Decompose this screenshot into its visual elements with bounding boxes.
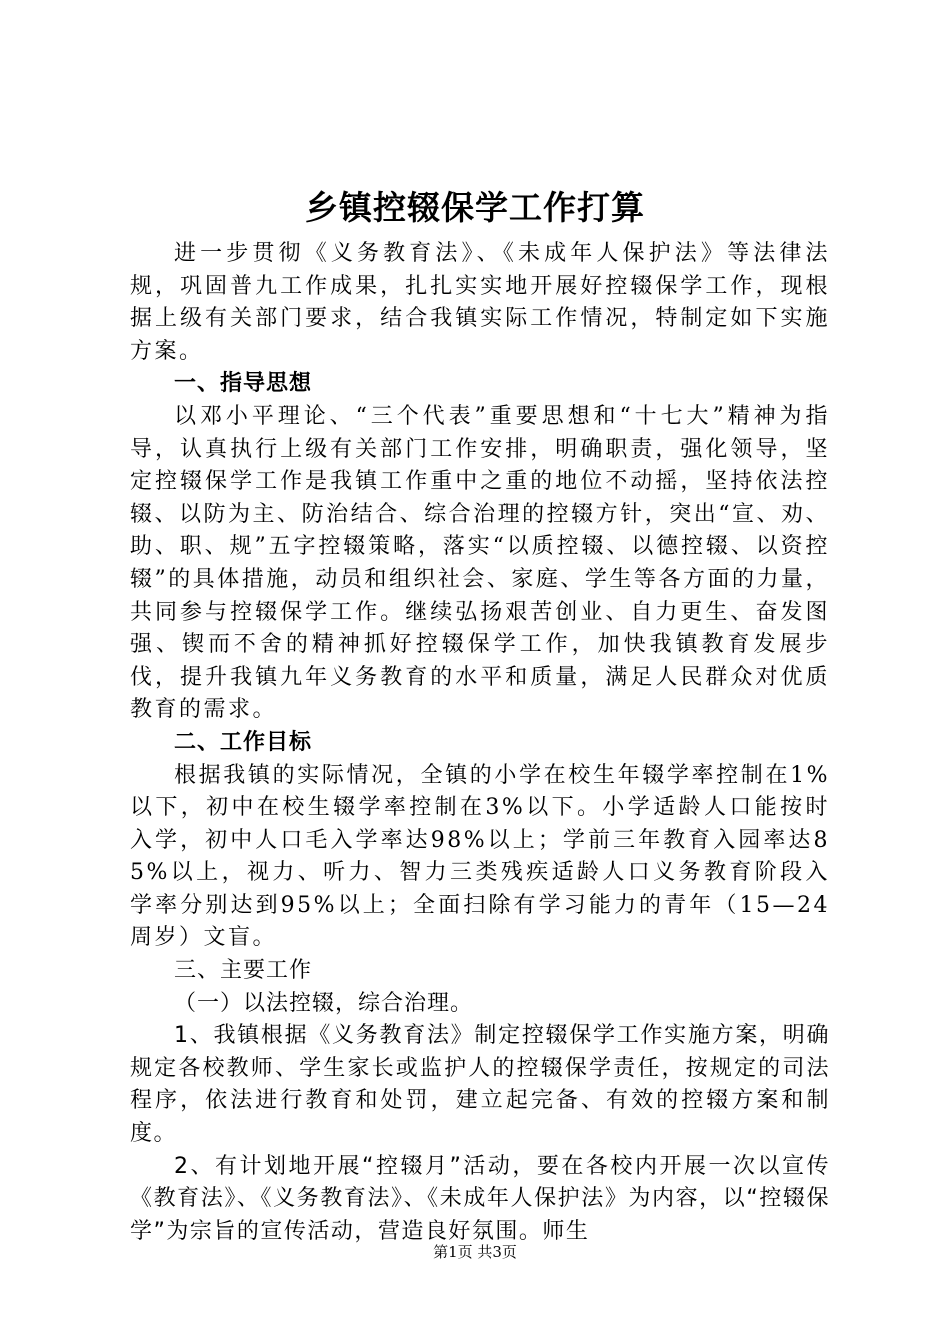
item-paragraph-1: 1、我镇根据《义务教育法》制定控辍保学工作实施方案，明确规定各校教师、学生家长或监护人的控辍保学责任，按规定的司法程序，依法进行教育和处罚，建立起完备、有效的控辍方案和制度。 (130, 1023, 830, 1147)
item-paragraph-2: 2、有计划地开展“控辍月”活动，要在各校内开展一次以宣传《教育法》、《义务教育法》、《未成年人保护法》为内容，以“控辍保学”为宗旨的宣传活动，营造良好氛围。师生 (130, 1153, 830, 1244)
document-body (130, 238, 830, 1248)
subsection-heading-legal-control: （一）以法控辍，综合治理。 (174, 990, 474, 1016)
work-goals-paragraph: 根据我镇的实际情况，全镇的小学在校生年辍学率控制在1%以下，初中在校生辍学率控制在3%以下。小学适龄人口能按时入学，初中人口毛入学率达98%以上；学前三年教育入园率达85%以上，视力、听力、智力三类残疾适龄人口义务教育阶段入学率分别达到95%以上；全面扫除有学习能力的青年（15—24周岁）文盲。 (130, 762, 830, 951)
guiding-ideology-paragraph: 以邓小平理论、“三个代表”重要思想和“十七大”精神为指导，认真执行上级有关部门工作安排，明确职责，强化领导，坚定控辍保学工作是我镇工作重中之重的地位不动摇，坚持依法控辍、以防为主、防治结合、综合治理的控辍方针，突出“宣、劝、助、职、规”五字控辍策略，落实“以质控辍、以德控辍、以资控辍”的具体措施，动员和组织社会、家庭、学生等各方面的力量，共同参与控辍保学工作。继续弘扬艰苦创业、自力更生、奋发图强、锲而不舍的精神抓好控辍保学工作，加快我镇教育发展步伐，提升我镇九年义务教育的水平和质量，满足人民群众对优质教育的需求。 (130, 403, 830, 723)
intro-paragraph: 进一步贯彻《义务教育法》、《未成年人保护法》等法律法规，巩固普九工作成果，扎扎实实地开展好控辍保学工作，现根据上级有关部门要求，结合我镇实际工作情况，特制定如下实施方案。 (130, 241, 830, 364)
section-heading-guiding-ideology: 一、指导思想 (174, 371, 313, 397)
document-title: 乡镇控辍保学工作打算 (305, 188, 645, 227)
page-number-footer: 第1页 共3页 (433, 1243, 517, 1261)
section-heading-work-goals: 二、工作目标 (174, 729, 313, 755)
section-heading-main-work: 三、主要工作 (174, 958, 313, 984)
